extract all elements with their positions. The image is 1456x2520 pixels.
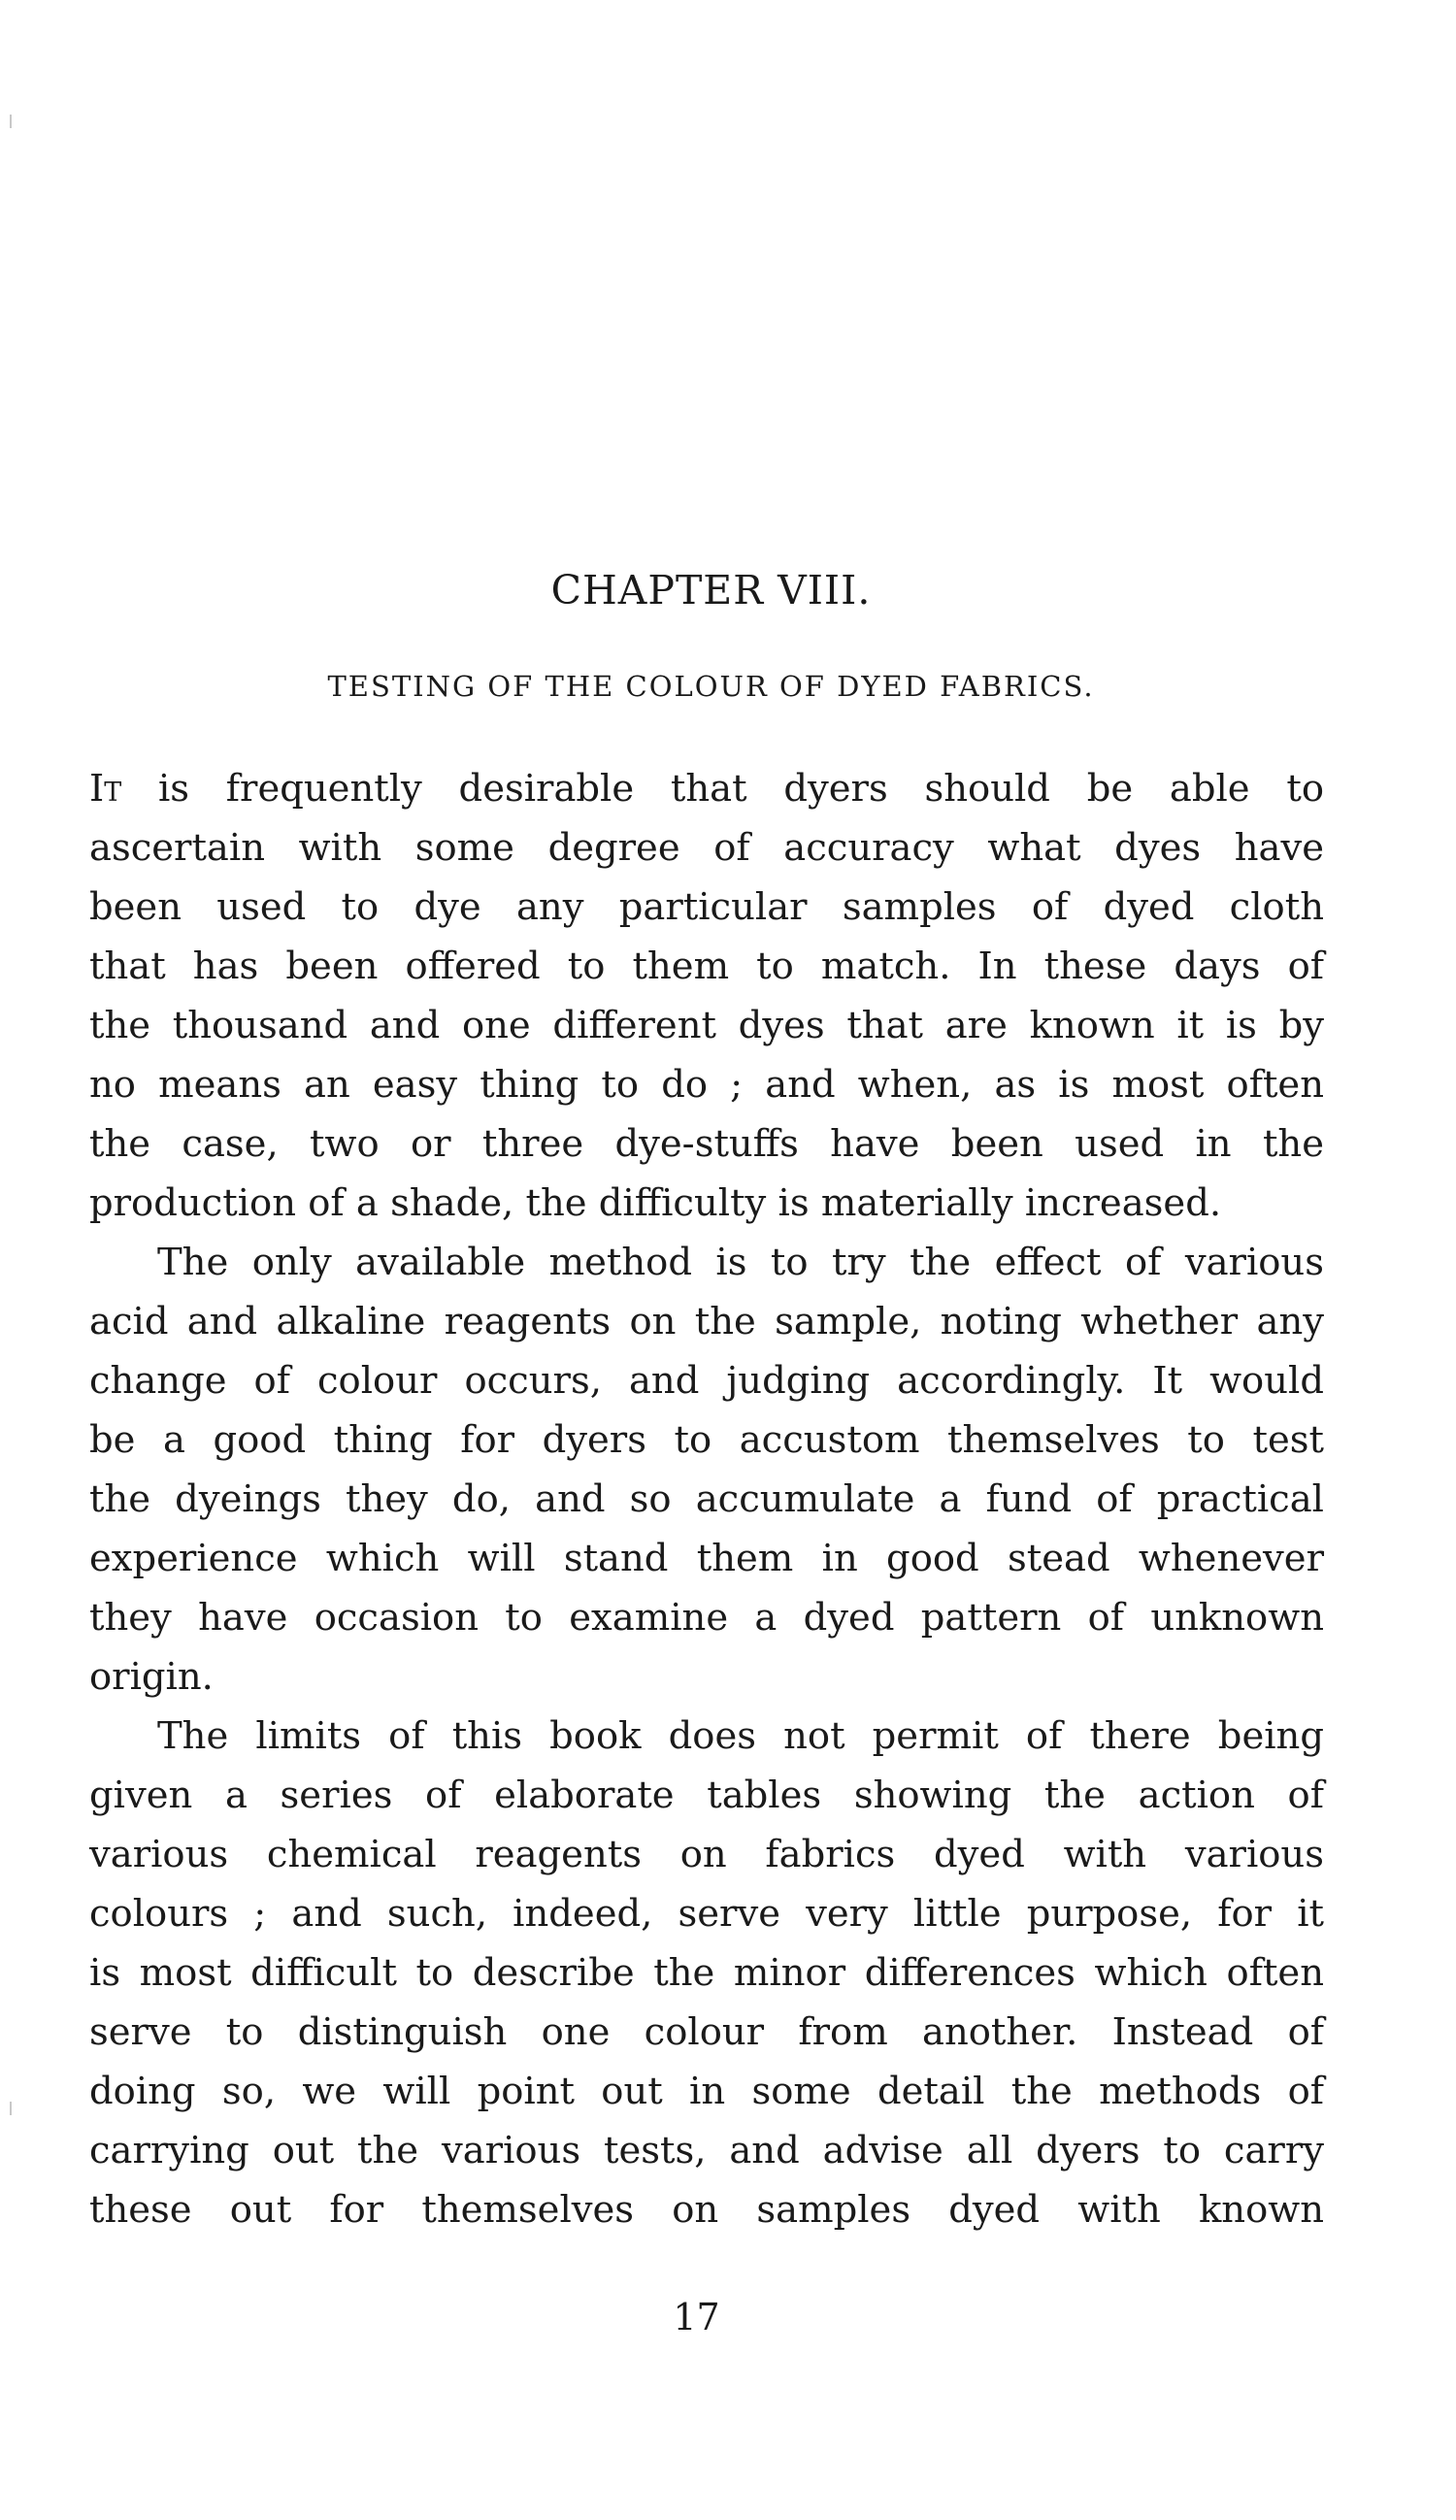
text-line: no means an easy thing to do ; and when, as is most often — [89, 1063, 1324, 1107]
text-line: they have occasion to examine a dyed pattern of unknown — [89, 1596, 1324, 1640]
page-number: 17 — [673, 2296, 720, 2338]
text-line-content: is frequently desirable that dyers should be able to — [121, 767, 1324, 811]
text-line: The only available method is to try the effect of various — [157, 1241, 1324, 1284]
body-text — [89, 759, 1324, 2239]
paragraph-2 — [89, 1233, 1324, 1707]
paragraph-3 — [89, 1707, 1324, 2239]
text-line: colours ; and such, indeed, serve very little purpose, for it — [89, 1892, 1324, 1936]
drop-cap: It — [89, 767, 122, 811]
page-edge-mark — [10, 2102, 12, 2115]
text-line: change of colour occurs, and judging accordingly. It would — [89, 1359, 1324, 1403]
text-line: the thousand and one different dyes that are known it is by — [89, 1004, 1324, 1047]
text-line: these out for themselves on samples dyed with known — [89, 2188, 1324, 2232]
text-line: the case, two or three dye-stuffs have been used in the — [89, 1122, 1324, 1166]
text-line: carrying out the various tests, and advise all dyers to carry — [89, 2129, 1324, 2172]
page-edge-mark — [10, 115, 12, 128]
text-line: been used to dye any particular samples of dyed cloth — [89, 885, 1324, 929]
text-line: that has been offered to them to match. In these days of — [89, 945, 1324, 988]
text-line: the dyeings they do, and so accumulate a fund of practical — [89, 1477, 1324, 1521]
text-line: is most difficult to describe the minor differences which often — [89, 1951, 1324, 1995]
text-line: doing so, we will point out in some detail the methods of — [89, 2070, 1324, 2113]
text-line: The limits of this book does not permit of there being — [157, 1714, 1324, 1758]
text-line: ascertain with some degree of accuracy what dyes have — [89, 826, 1324, 870]
text-line: experience which will stand them in good stead whenever — [89, 1537, 1324, 1580]
paragraph-1 — [89, 759, 1324, 1233]
chapter-subtitle: TESTING OF THE COLOUR OF DYED FABRICS. — [327, 670, 1095, 703]
text-line: origin. — [89, 1655, 214, 1699]
text-line: be a good thing for dyers to accustom themselves to test — [89, 1418, 1324, 1462]
text-line — [89, 759, 1324, 818]
text-line: production of a shade, the difficulty is materially increased. — [89, 1181, 1222, 1225]
text-line: various chemical reagents on fabrics dyed with various — [89, 1833, 1324, 1876]
text-line: serve to distinguish one colour from another. Instead of — [89, 2010, 1324, 2054]
text-line: acid and alkaline reagents on the sample, noting whether any — [89, 1300, 1324, 1343]
chapter-title: CHAPTER VIII. — [550, 567, 872, 613]
text-line: given a series of elaborate tables showing the action of — [89, 1774, 1324, 1817]
